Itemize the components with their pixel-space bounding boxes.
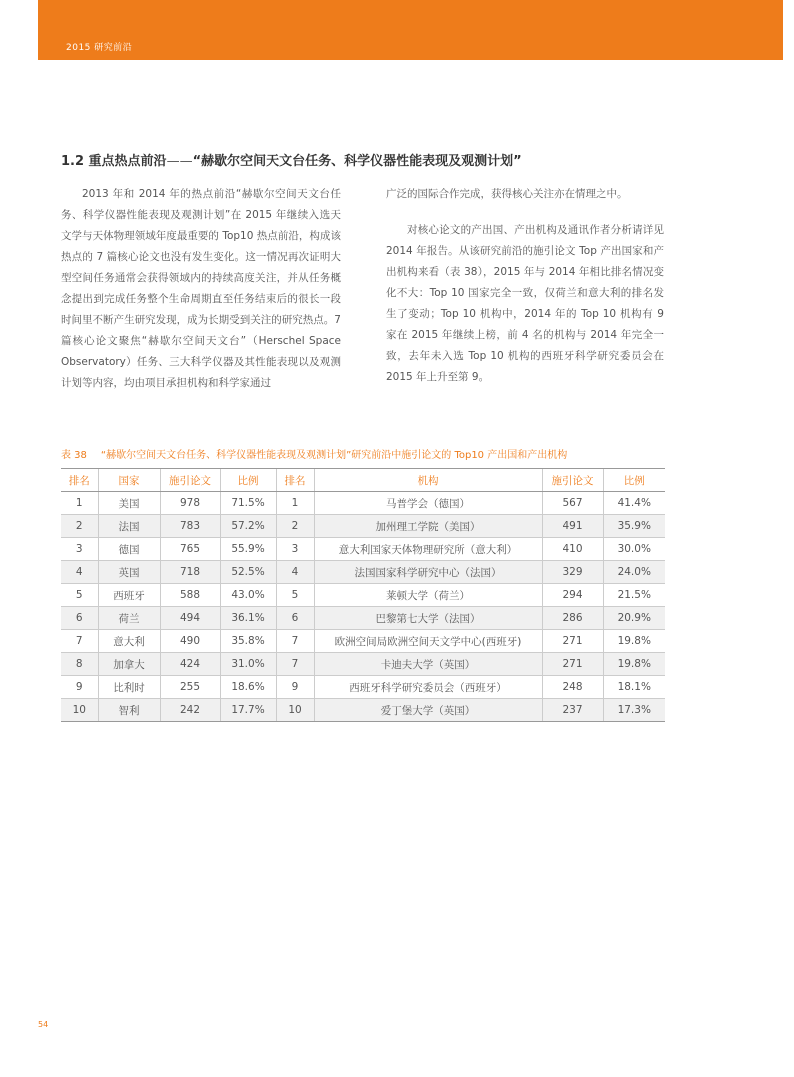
table-row [61,676,665,699]
cell-country-rank: 1 [61,492,98,515]
table-row [61,630,665,653]
cell-country-ratio: 35.8% [220,630,276,653]
cell-institution: 爱丁堡大学（英国） [314,699,542,722]
table-caption-number: 表 38 [61,450,87,461]
table-row [61,492,665,515]
cell-inst-ratio: 35.9% [603,515,665,538]
cell-country-ratio: 71.5% [220,492,276,515]
cell-institution: 意大利国家天体物理研究所（意大利） [314,538,542,561]
cell-country: 英国 [98,561,160,584]
cell-country-papers: 978 [160,492,220,515]
cell-country-ratio: 36.1% [220,607,276,630]
header-institution: 机构 [314,469,542,492]
cell-country: 德国 [98,538,160,561]
cell-inst-rank: 7 [276,653,314,676]
cell-country-ratio: 18.6% [220,676,276,699]
cell-country-ratio: 52.5% [220,561,276,584]
cell-inst-papers: 410 [542,538,603,561]
left-paragraph: 2013 年和 2014 年的热点前沿“赫歇尔空间天文台任务、科学仪器性能表现及观测计划”在 2015 年继续入选天文学与天体物理领域年度最重要的 Top10 热点前沿，构成该热点的 7 篇核心论文也没有发生变化。这一情况再次证明大型空间任务通常会获得领域内的持续高度关注，并从任务概念提出到完成任务整个生命周期直至任务结束后的很长一段时间里不断产生研究发现，成为长期受到关注的研究热点。7 篇核心论文聚焦“赫歇尔空间天文台”（Herschel Space Observatory）任务、三大科学仪器及其性能表现以及观测计划等内容，均由项目承担机构和科学家通过 [61,188,341,389]
cell-inst-rank: 1 [276,492,314,515]
table-row [61,515,665,538]
cell-inst-papers: 271 [542,630,603,653]
cell-inst-ratio: 30.0% [603,538,665,561]
cell-country-rank: 2 [61,515,98,538]
cell-institution: 西班牙科学研究委员会（西班牙） [314,676,542,699]
cell-institution: 卡迪夫大学（英国） [314,653,542,676]
cell-country-rank: 5 [61,584,98,607]
cell-country-ratio: 57.2% [220,515,276,538]
section-title [61,150,741,169]
cell-country: 比利时 [98,676,160,699]
cell-country-papers: 718 [160,561,220,584]
table-row [61,653,665,676]
cell-inst-papers: 491 [542,515,603,538]
cell-inst-papers: 294 [542,584,603,607]
ranking-table [61,468,665,722]
header-inst-ratio: 比例 [603,469,665,492]
header-inst-papers: 施引论文 [542,469,603,492]
cell-country-papers: 494 [160,607,220,630]
section-title-number: 1.2 重点热点前沿 [61,154,167,169]
section-title-dash: —— [166,154,193,169]
right-paragraph: 对核心论文的产出国、产出机构及通讯作者分析请详见 2014 年报告。从该研究前沿的施引论文 Top 产出国家和产出机构来看（表 38），2015 年与 2014 年相比排名情况变化不大：Top 10 国家完全一致，仅荷兰和意大利的排名发生了变动；Top 10 机构中，2014 年的 Top 10 机构有 9 家在 2015 年继续上榜，前 4 名的机构与 2014 年完全一致，去年未入选 Top 10 机构的西班牙科学研究委员会在 2015 年上升至第 9。 [386,224,664,383]
cell-country-rank: 6 [61,607,98,630]
cell-institution: 马普学会（德国） [314,492,542,515]
cell-country-papers: 490 [160,630,220,653]
cell-country-papers: 255 [160,676,220,699]
header-label: 2015 研究前沿 [66,43,133,53]
cell-country: 意大利 [98,630,160,653]
cell-country-papers: 588 [160,584,220,607]
cell-inst-ratio: 41.4% [603,492,665,515]
cell-inst-rank: 2 [276,515,314,538]
page-number: 54 [38,1020,49,1029]
cell-country-rank: 4 [61,561,98,584]
cell-inst-rank: 3 [276,538,314,561]
cell-inst-rank: 5 [276,584,314,607]
cell-country-papers: 242 [160,699,220,722]
header-bar [38,0,783,60]
cell-country-papers: 424 [160,653,220,676]
header-country-papers: 施引论文 [160,469,220,492]
cell-inst-rank: 7 [276,630,314,653]
header-country-ratio: 比例 [220,469,276,492]
cell-inst-ratio: 18.1% [603,676,665,699]
table-caption [61,446,671,461]
cell-inst-papers: 329 [542,561,603,584]
cell-inst-ratio: 19.8% [603,630,665,653]
cell-country-rank: 10 [61,699,98,722]
table-row [61,607,665,630]
cell-inst-papers: 567 [542,492,603,515]
header-country-rank: 排名 [61,469,98,492]
cell-country: 智利 [98,699,160,722]
table-caption-text: “赫歇尔空间天文台任务、科学仪器性能表现及观测计划”研究前沿中施引论文的 Top10 产出国和产出机构 [100,450,568,461]
cell-inst-rank: 9 [276,676,314,699]
cell-inst-ratio: 20.9% [603,607,665,630]
cell-country: 荷兰 [98,607,160,630]
cell-inst-ratio: 24.0% [603,561,665,584]
cell-inst-rank: 4 [276,561,314,584]
left-column [61,184,341,394]
cell-inst-rank: 10 [276,699,314,722]
cell-inst-papers: 248 [542,676,603,699]
cell-country: 美国 [98,492,160,515]
cell-country-ratio: 31.0% [220,653,276,676]
cell-inst-papers: 271 [542,653,603,676]
table-header-row [61,469,665,492]
cell-inst-papers: 286 [542,607,603,630]
cell-institution: 法国国家科学研究中心（法国） [314,561,542,584]
section-title-subtitle: “赫歇尔空间天文台任务、科学仪器性能表现及观测计划” [192,154,522,169]
right-column [386,184,664,388]
cell-country-rank: 7 [61,630,98,653]
cell-country: 法国 [98,515,160,538]
cell-country: 西班牙 [98,584,160,607]
cell-country-papers: 783 [160,515,220,538]
table-row [61,699,665,722]
cell-country: 加拿大 [98,653,160,676]
table-row [61,584,665,607]
table-row [61,561,665,584]
cell-country-ratio: 17.7% [220,699,276,722]
cell-country-ratio: 43.0% [220,584,276,607]
cell-country-papers: 765 [160,538,220,561]
table-body [61,492,665,722]
right-continuation: 广泛的国际合作完成，获得核心关注亦在情理之中。 [386,188,628,200]
cell-country-rank: 3 [61,538,98,561]
cell-institution: 加州理工学院（美国） [314,515,542,538]
cell-inst-papers: 237 [542,699,603,722]
cell-institution: 欧洲空间局欧洲空间天文学中心(西班牙) [314,630,542,653]
cell-institution: 莱顿大学（荷兰） [314,584,542,607]
header-inst-rank: 排名 [276,469,314,492]
cell-institution: 巴黎第七大学（法国） [314,607,542,630]
cell-inst-rank: 6 [276,607,314,630]
cell-inst-ratio: 17.3% [603,699,665,722]
cell-inst-ratio: 21.5% [603,584,665,607]
cell-inst-ratio: 19.8% [603,653,665,676]
header-country: 国家 [98,469,160,492]
table-row [61,538,665,561]
cell-country-ratio: 55.9% [220,538,276,561]
cell-country-rank: 9 [61,676,98,699]
cell-country-rank: 8 [61,653,98,676]
